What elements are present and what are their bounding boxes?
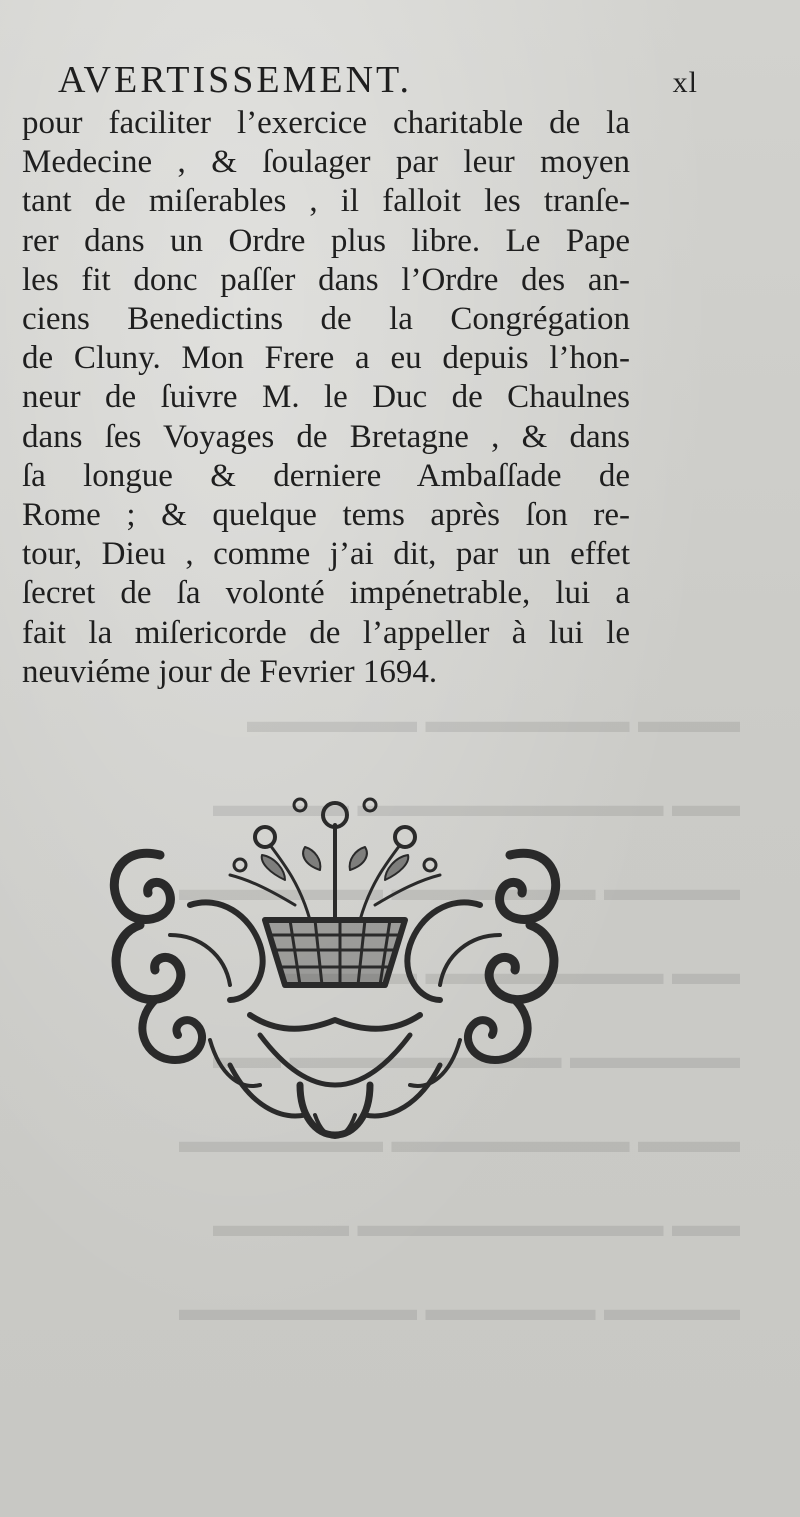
running-head-title: AVERTISSEMENT. [58, 59, 412, 101]
body-line: tour, Dieu , comme j’ai dit, par un effet [22, 536, 630, 573]
body-text [22, 104, 630, 692]
body-line-last: neuviéme jour de Fevrier 1694. [22, 653, 438, 690]
show-through-reverse-page: ▬▬▬ ▬▬▬▬▬▬ ▬▬▬▬▬ ▬▬ ▬▬▬▬▬▬▬▬▬ ▬▬▬▬ ▬▬▬▬ ▬▬▬▬▬▬ ▬▬▬▬▬▬ ▬▬ ▬▬▬▬▬▬▬ ▬▬▬▬ ▬▬▬▬▬ ▬▬▬▬▬▬▬▬ ▬▬ ▬▬▬ ▬▬▬▬▬▬▬ ▬▬▬▬▬▬ ▬▬ ▬▬▬▬▬▬▬▬▬ ▬▬▬▬ ▬▬▬▬ ▬▬▬▬▬ ▬▬▬▬▬▬▬ [179, 703, 740, 1328]
body-line: ſa longue & derniere Ambaſſade de [22, 457, 630, 494]
body-line: Medecine , & ſoulager par leur moyen [22, 144, 630, 181]
page-folio: xl [672, 66, 698, 99]
body-line: pour faciliter l’exercice charitable de la [22, 105, 630, 141]
body-line: neur de ſuivre M. le Duc de Chaulnes [22, 379, 630, 416]
body-line: ſecret de ſa volonté impénetrable, lui a [22, 575, 630, 612]
body-line: tant de miſerables , il falloit les tranſe- [22, 183, 630, 220]
running-head [58, 58, 698, 104]
body-line: de Cluny. Mon Frere a eu depuis l’hon- [22, 340, 630, 377]
body-line: ciens Benedictins de la Congrégation [22, 301, 630, 338]
body-line: les fit donc paſſer dans l’Ordre des an- [22, 261, 630, 298]
body-line: fait la miſericorde de l’appeller à lui le [22, 614, 630, 651]
body-line: Rome ; & quelque tems après ſon re- [22, 497, 630, 534]
body-line: dans ſes Voyages de Bretagne , & dans [22, 418, 630, 455]
body-line: rer dans un Ordre plus libre. Le Pape [22, 222, 630, 259]
floral-basket-ornament-icon [100, 785, 570, 1160]
